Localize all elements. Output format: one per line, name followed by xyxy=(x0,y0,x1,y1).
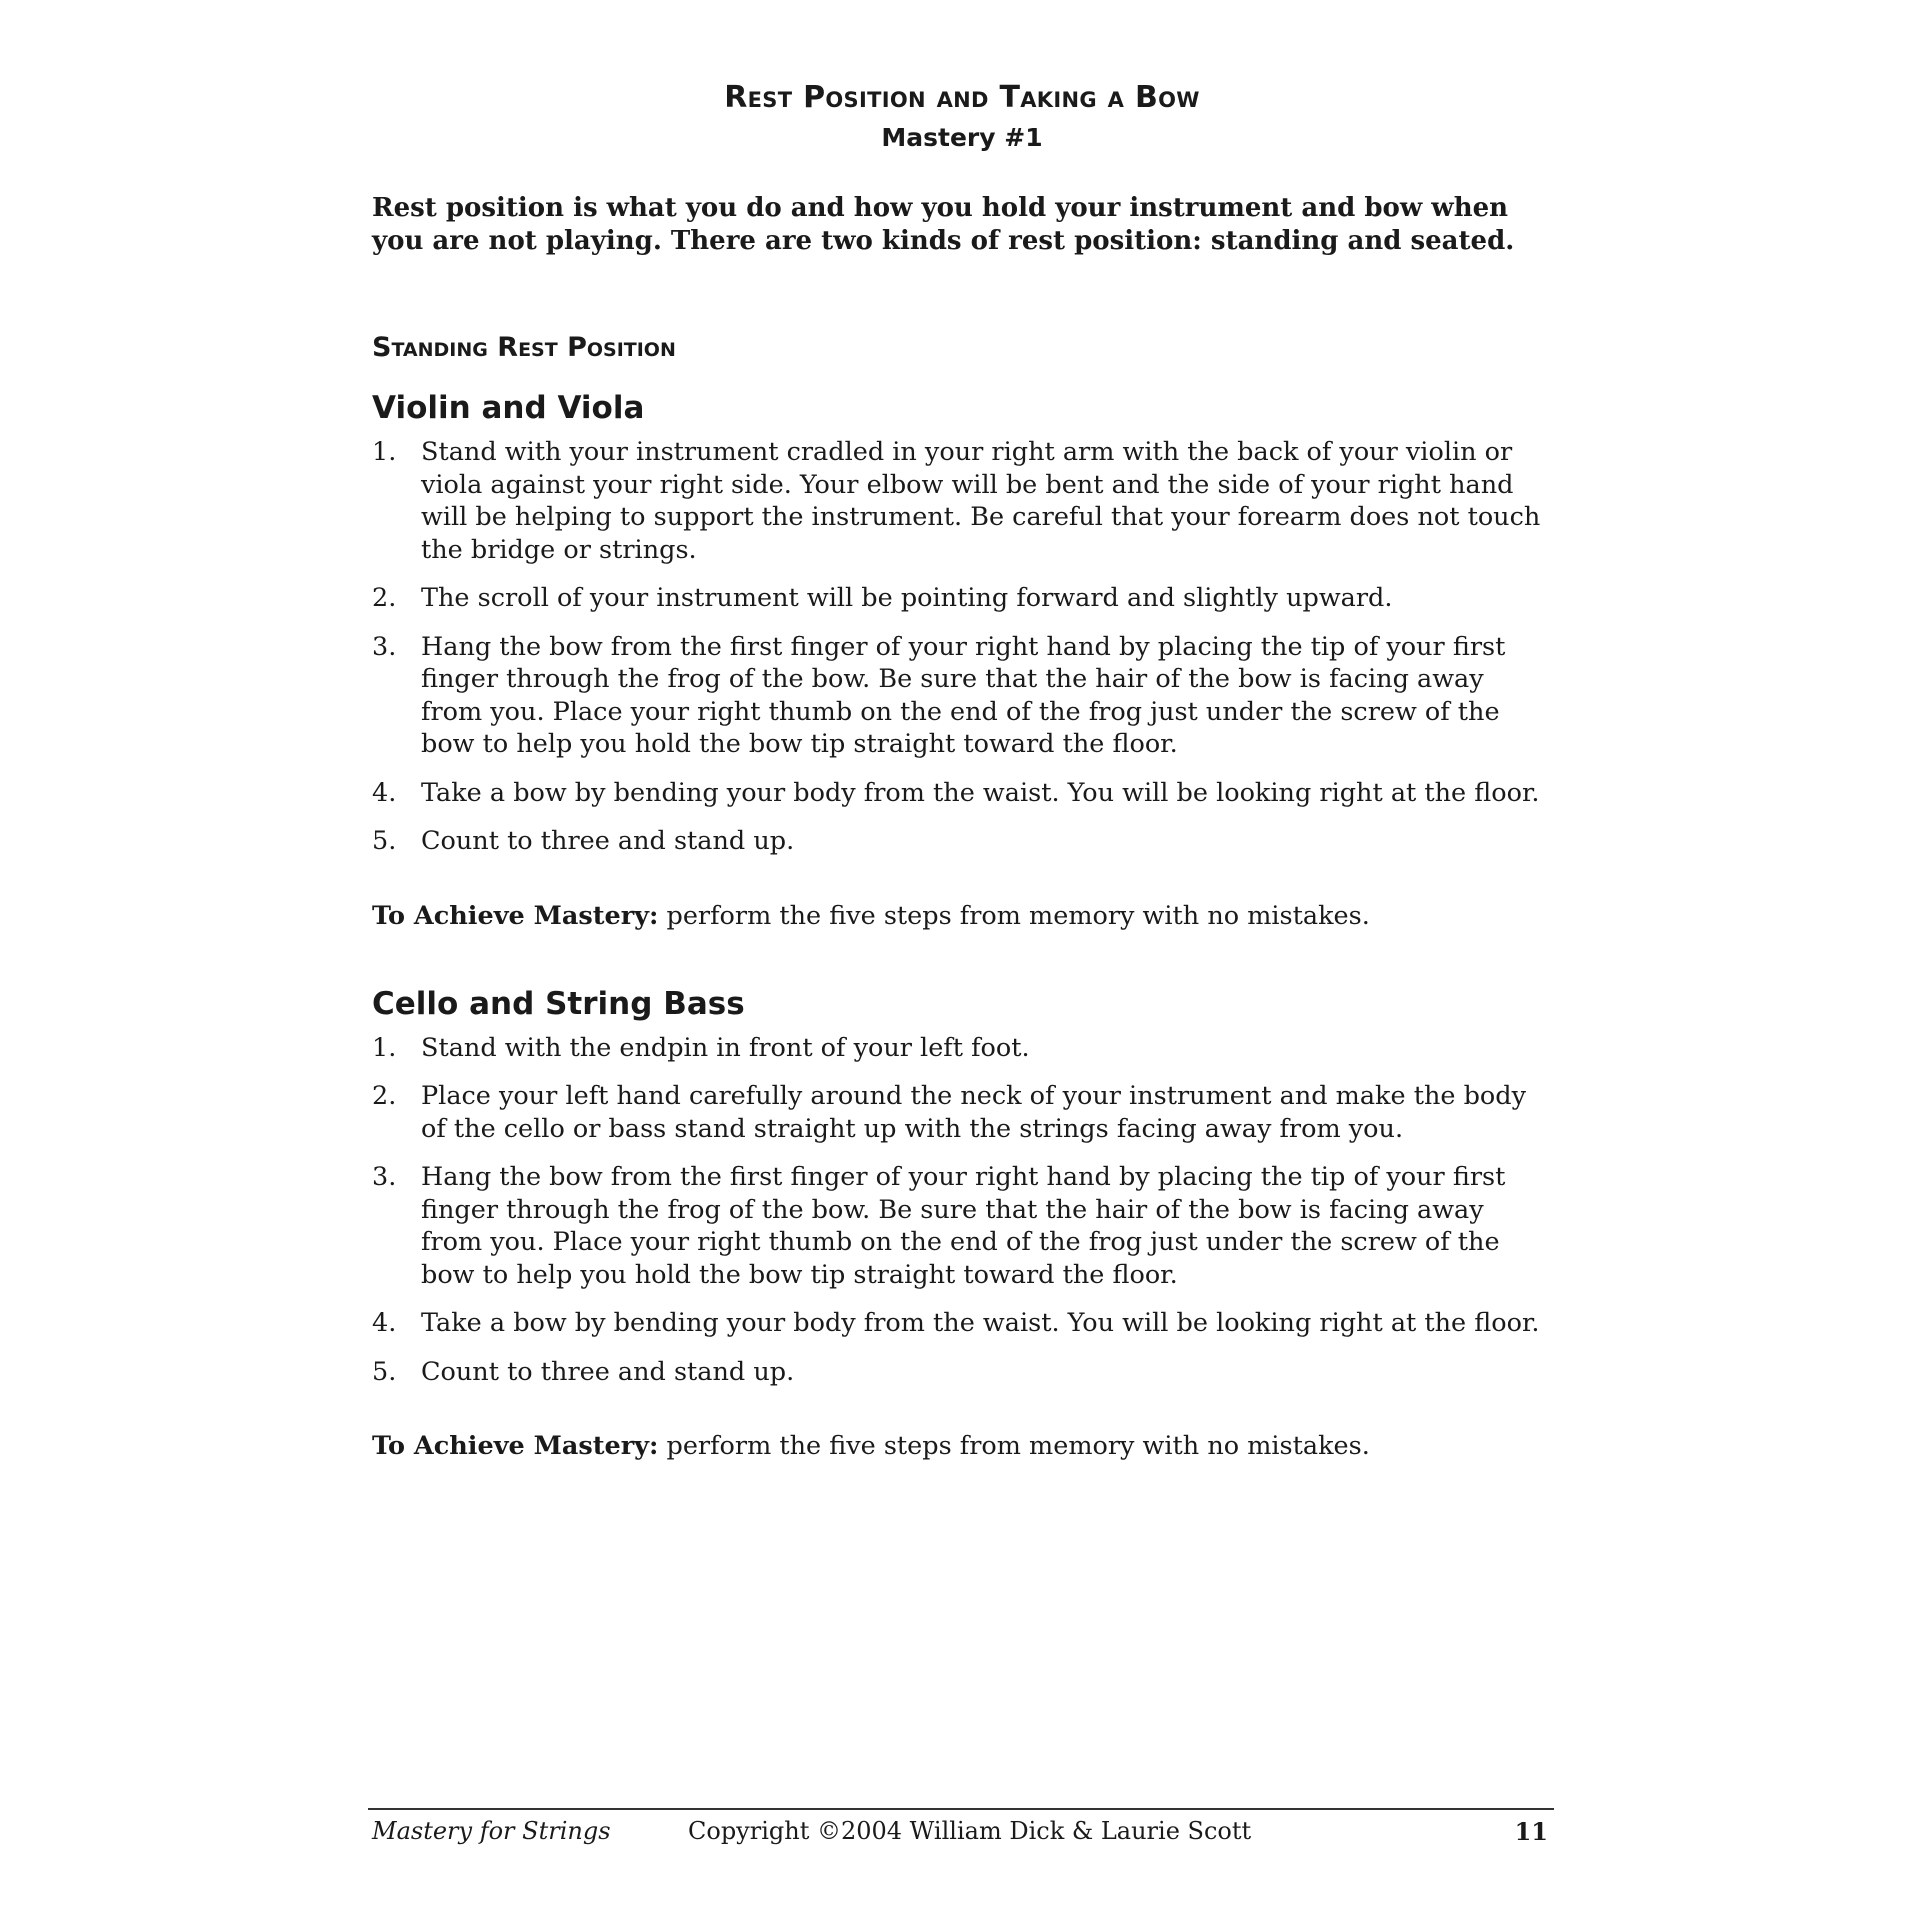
section-heading-standing-rest: Standing Rest Position xyxy=(372,332,676,363)
list-item xyxy=(372,1032,1551,1065)
list-item xyxy=(372,582,1551,615)
list-item xyxy=(372,1307,1551,1340)
list-item xyxy=(372,1080,1551,1145)
intro-paragraph: Rest position is what you do and how you hold your instrument and bow when you are not playing. There are two kinds of rest position: standing and seated. xyxy=(372,193,1515,256)
page-subtitle: Mastery #1 xyxy=(881,123,1043,152)
list-item xyxy=(372,631,1551,761)
mastery-text: perform the five steps from memory with no mistakes. xyxy=(658,900,1370,931)
page-footer xyxy=(368,1808,1554,1850)
step-text: Take a bow by bending your body from the waist. You will be looking right at the floor. xyxy=(421,1308,1540,1338)
list-item xyxy=(372,777,1551,810)
footer-copyright: Copyright ©2004 William Dick & Laurie Scott xyxy=(688,1817,1252,1845)
step-text: Stand with your instrument cradled in your right arm with the back of your violin or viola against your right side. Your elbow will be bent and the side of your right hand will be helping to support the instrument. Be careful that your forearm does not touch the bridge or strings. xyxy=(421,437,1541,565)
step-text: The scroll of your instrument will be pointing forward and slightly upward. xyxy=(421,583,1393,613)
list-item xyxy=(372,825,1551,858)
page-content xyxy=(372,78,1552,1462)
step-text: Place your left hand carefully around the neck of your instrument and make the body of the cello or bass stand straight up with the strings facing away from you. xyxy=(421,1081,1526,1144)
step-number: 2. xyxy=(372,1081,397,1111)
cello-steps-list xyxy=(372,1032,1552,1389)
subheading-violin-viola: Violin and Viola xyxy=(372,390,645,426)
list-item xyxy=(372,436,1551,566)
step-text: Take a bow by bending your body from the waist. You will be looking right at the floor. xyxy=(421,777,1540,808)
step-text: Hang the bow from the first finger of your right hand by placing the tip of your first finger through the frog of the bow. Be sure that the hair of the bow is facing away from you. Place your right thumb on the end of the frog just under the screw of the bow to help you hold the bow tip straight toward the floor. xyxy=(421,1162,1506,1290)
step-number: 1. xyxy=(372,1032,397,1063)
mastery-text: perform the five steps from memory with no mistakes. xyxy=(658,1431,1370,1461)
footer-book-title: Mastery for Strings xyxy=(372,1817,611,1845)
step-number: 4. xyxy=(372,1308,397,1338)
step-text: Count to three and stand up. xyxy=(421,1356,795,1387)
step-number: 3. xyxy=(372,631,397,662)
step-number: 2. xyxy=(372,583,397,613)
list-item xyxy=(372,1356,1551,1389)
mastery-lead: To Achieve Mastery: xyxy=(372,900,659,931)
step-text: Count to three and stand up. xyxy=(421,826,795,856)
page-number: 11 xyxy=(1514,1817,1548,1846)
page-title: Rest Position and Taking a Bow xyxy=(724,80,1200,115)
subheading-cello-bass: Cello and String Bass xyxy=(372,985,745,1022)
step-number: 1. xyxy=(372,437,397,467)
step-text: Hang the bow from the first finger of your right hand by placing the tip of your first finger through the frog of the bow. Be sure that the hair of the bow is facing away from you. Place your right thumb on the end of the frog just under the screw of the bow to help you hold the bow tip straight toward the floor. xyxy=(421,631,1506,759)
list-item xyxy=(372,1161,1551,1291)
step-number: 3. xyxy=(372,1162,397,1192)
mastery-note-violin xyxy=(372,900,1552,932)
violin-steps-list xyxy=(372,436,1552,858)
mastery-note-cello xyxy=(372,1430,1552,1462)
step-text: Stand with the endpin in front of your left foot. xyxy=(421,1032,1030,1063)
step-number: 5. xyxy=(372,826,397,856)
step-number: 5. xyxy=(372,1356,397,1387)
step-number: 4. xyxy=(372,777,397,808)
mastery-lead: To Achieve Mastery: xyxy=(372,1431,659,1461)
